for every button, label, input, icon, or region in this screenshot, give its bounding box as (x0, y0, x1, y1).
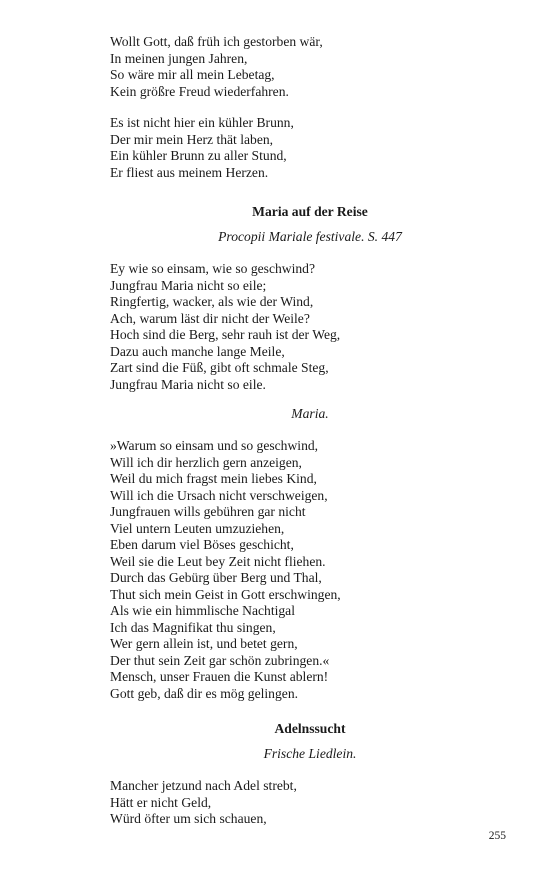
verse-line: Dazu auch manche lange Meile, (110, 343, 285, 359)
verse-line: Thut sich mein Geist in Gott erschwingen, (110, 586, 341, 602)
speaker-label: Maria. (291, 406, 329, 421)
stanza-5 (110, 778, 490, 828)
page-number: 255 (488, 830, 506, 842)
verse-line: Ich das Magnifikat thu singen, (110, 619, 276, 635)
poem-source: Procopii Mariale festivale. S. 447 (218, 229, 402, 244)
verse-line: Durch das Gebürg über Berg und Thal, (110, 570, 322, 585)
poem-title: Maria auf der Reise (252, 204, 368, 219)
stanza-3 (110, 261, 490, 393)
verse-line: Als wie ein himmlische Nachtigal (110, 603, 295, 618)
verse-line: In meinen jungen Jahren, (110, 50, 248, 66)
verse-line: Ringfertig, wacker, als wie der Wind, (110, 294, 314, 309)
stanza-2 (110, 115, 490, 181)
verse-line: Der mir mein Herz thät laben, (110, 131, 274, 147)
verse-line: Hätt er nicht Geld, (110, 794, 212, 810)
verse-line: Zart sind die Füß, gibt oft schmale Steg, (110, 360, 329, 375)
verse-line: Würd öfter um sich schauen, (110, 811, 267, 826)
verse-line: Mensch, unser Frauen die Kunst ablern! (110, 669, 329, 684)
poem-source: Frische Liedlein. (263, 746, 357, 761)
stanza-1 (110, 34, 490, 100)
verse-line: So wäre mir all mein Lebetag, (110, 67, 275, 82)
stanza-4 (110, 438, 490, 702)
verse-line: »Warum so einsam und so geschwind, (110, 438, 319, 453)
verse-line: Ein kühler Brunn zu aller Stund, (110, 148, 287, 163)
verse-line: Hoch sind die Berg, sehr rauh ist der Weg, (110, 327, 341, 342)
verse-line: Jungfrauen wills gebühren gar nicht (110, 504, 306, 519)
verse-line: Der thut sein Zeit gar schön zubringen.« (110, 652, 330, 668)
verse-line: Kein größre Freud wiederfahren. (110, 83, 289, 99)
verse-line: Wollt Gott, daß früh ich gestorben wär, (110, 34, 323, 49)
verse-line: Wer gern allein ist, und betet gern, (110, 636, 298, 651)
verse-line: Ach, warum läst dir nicht der Weile? (110, 310, 310, 326)
verse-line: Eben darum viel Böses geschicht, (110, 537, 294, 552)
verse-line: Jungfrau Maria nicht so eile; (110, 277, 267, 293)
verse-line: Viel untern Leuten umzuziehen, (110, 520, 285, 536)
verse-line: Weil du mich fragst mein liebes Kind, (110, 471, 317, 486)
verse-line: Es ist nicht hier ein kühler Brunn, (110, 115, 294, 130)
verse-line: Will ich die Ursach nicht verschweigen, (110, 487, 328, 503)
verse-line: Weil sie die Leut bey Zeit nicht fliehen. (110, 553, 326, 569)
verse-line: Er fliest aus meinem Herzen. (110, 164, 269, 180)
poem-title: Adelnssucht (274, 721, 346, 736)
verse-line: Ey wie so einsam, wie so geschwind? (110, 261, 315, 276)
verse-line: Gott geb, daß dir es mög gelingen. (110, 685, 299, 701)
verse-line: Mancher jetzund nach Adel strebt, (110, 778, 297, 793)
verse-line: Jungfrau Maria nicht so eile. (110, 376, 266, 392)
verse-line: Will ich dir herzlich gern anzeigen, (110, 454, 302, 470)
